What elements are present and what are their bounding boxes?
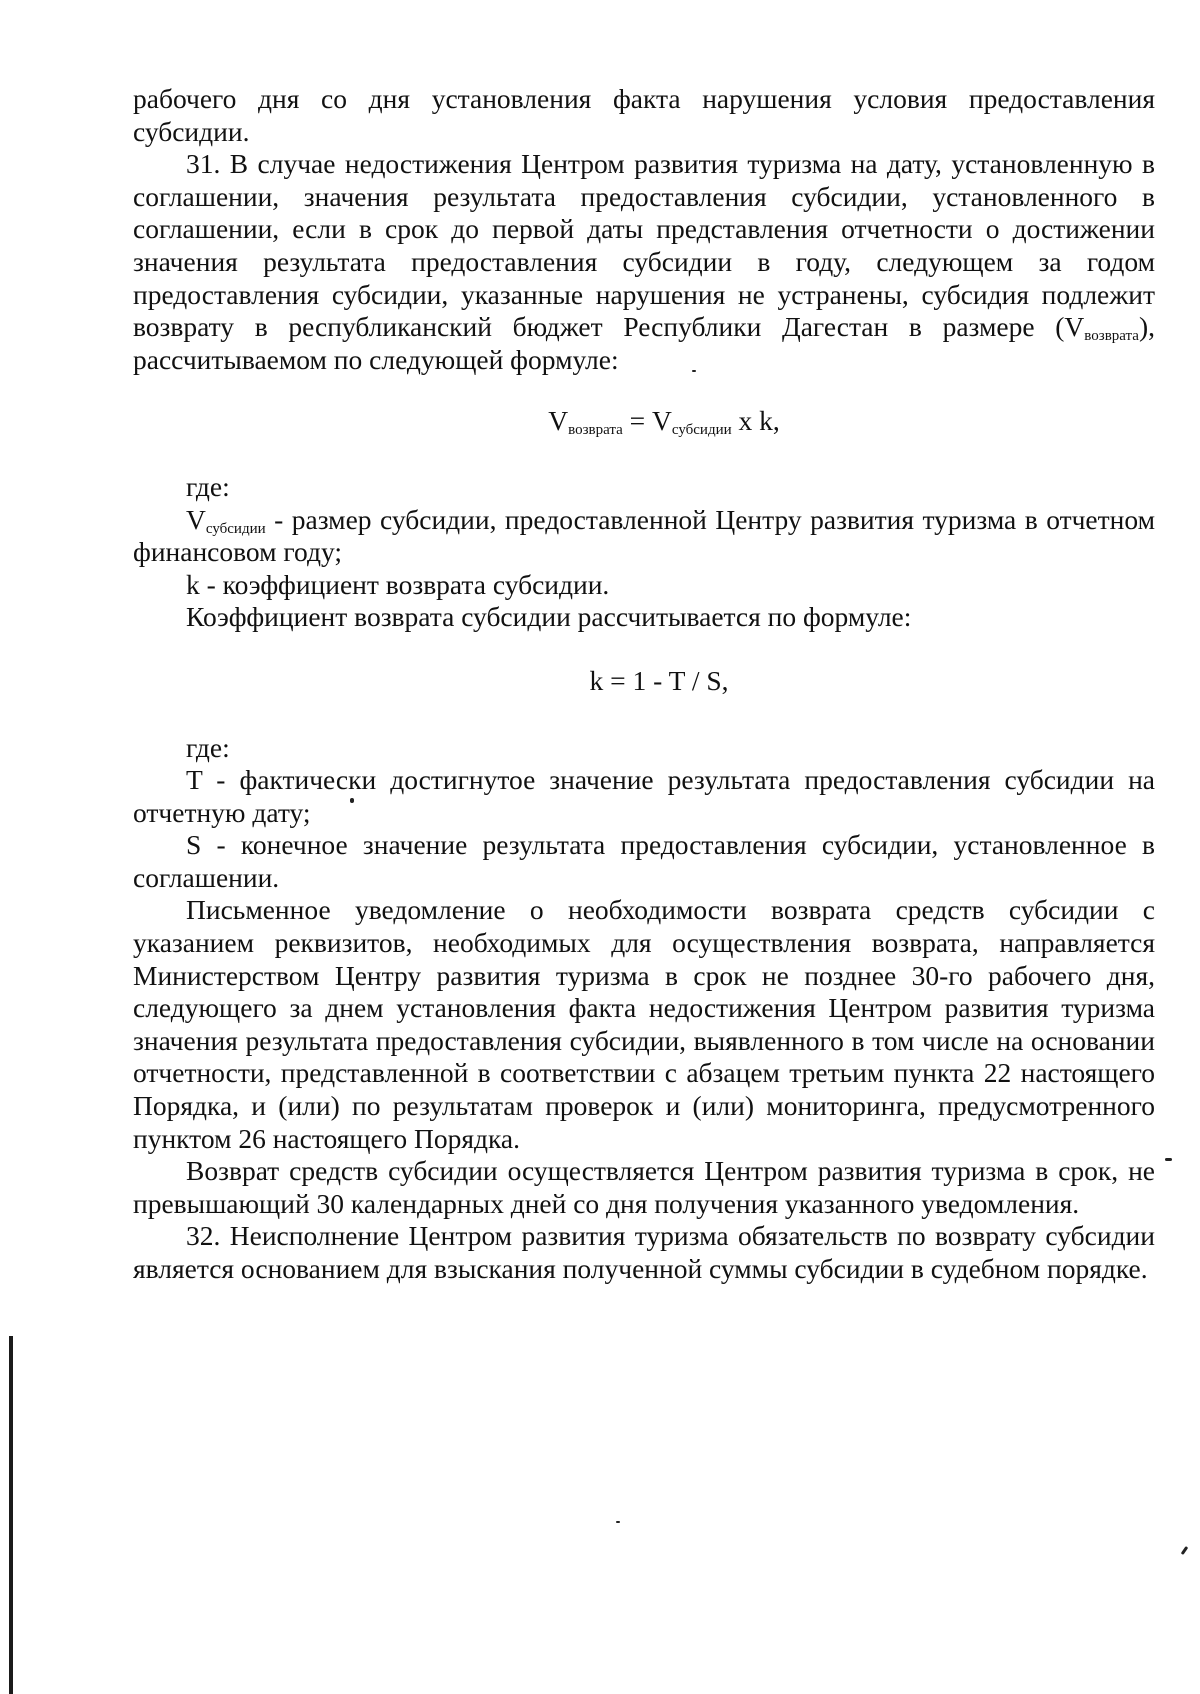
definition-v-text: - размер субсидии, предоставленной Центру развития туризма в отчетном финансовом году; — [133, 503, 1155, 568]
scan-speck — [692, 370, 696, 372]
document-body — [133, 83, 1155, 1286]
paragraph-refund-term: Возврат средств субсидии осуществляется Центром развития туризма в срок, не превышающий 30 календарных дней со дня получения указанного уведомления. — [133, 1155, 1155, 1219]
paragraph-31-var: V — [1064, 311, 1085, 343]
scan-speck — [616, 1521, 620, 1523]
paragraph-continuation: рабочего дня со дня установления факта нарушения условия предоставления субсидии. — [133, 83, 1155, 147]
formula-refund-sub1: возврата — [568, 422, 623, 439]
definition-s: S - конечное значение результата предоставления субсидии, установленное в соглашении. — [133, 829, 1155, 893]
definition-k: k - коэффициент возврата субсидии. — [186, 568, 610, 600]
formula-refund — [133, 405, 1155, 438]
scan-speck — [1181, 1546, 1189, 1555]
formula-refund-sub2: субсидии — [671, 422, 732, 439]
scan-edge-line — [9, 1336, 13, 1694]
formula-refund-tail: x k, — [731, 405, 780, 437]
scan-speck — [1165, 1158, 1172, 1161]
definition-v-subsidy — [133, 504, 1155, 569]
scan-speck — [350, 798, 354, 803]
formula-coefficient: k = 1 - T / S, — [589, 664, 729, 696]
definition-t: T - фактически достигнутое значение результата предоставления субсидии на отчетную дату; — [133, 764, 1155, 828]
formula-refund-v1: V — [548, 405, 569, 437]
coefficient-intro: Коэффициент возврата субсидии рассчитывается по формуле: — [186, 601, 912, 633]
definition-v-sub: субсидии — [205, 520, 266, 537]
paragraph-31-var-sub: возврата — [1084, 328, 1139, 345]
paragraph-notice: Письменное уведомление о необходимости возврата средств субсидии с указанием реквизитов, необходимых для осуществления возврата, направляется Министерством Центру развития туризма в срок не позднее 30-го рабочего дня, следующего за днем установления факта недостижения Центром развития туризма значения результата предоставления субсидии, выявленного в том числе на основании отчетности, представленной в соответствии с абзацем третьим пункта 22 настоящего Порядка, и (или) по результатам проверок и (или) мониторинга, предусмотренного пунктом 26 настоящего Порядка. — [133, 894, 1155, 1154]
paragraph-31-end: ), рассчитываемом по следующей формуле: — [133, 311, 1155, 375]
where-label-1: где: — [186, 470, 230, 502]
definition-v-base: V — [186, 503, 206, 535]
paragraph-31 — [133, 148, 1155, 376]
where-label-2: где: — [186, 731, 230, 763]
paragraph-31-text: 31. В случае недостижения Центром развития туризма на дату, установленную в соглашении, значения результата предоставления субсидии, установленного в соглашении, если в срок до первой даты представления отчетности о достижении значения результата предоставления субсидии в году, следующем за годом предоставления субсидии, указанные нарушения не устранены, субсидия подлежит возврату в республиканский бюджет Республики Дагестан в размере ( — [133, 148, 1155, 343]
formula-refund-mid: = V — [622, 405, 672, 437]
paragraph-32: 32. Неисполнение Центром развития туризма обязательств по возврату субсидии является основанием для взыскания полученной суммы субсидии в судебном порядке. — [133, 1220, 1155, 1284]
